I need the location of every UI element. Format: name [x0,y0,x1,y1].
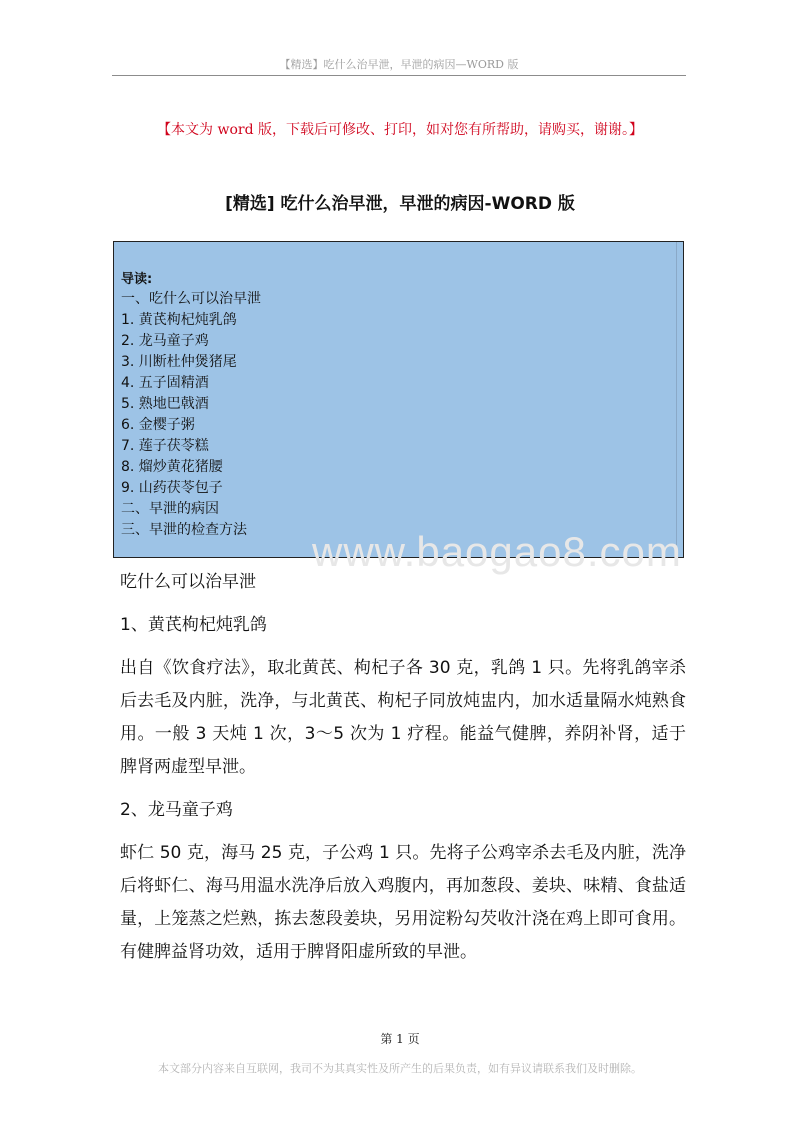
reading-guide-heading: 导读: [121,272,153,287]
box-inner-border [676,242,677,557]
reading-guide-box [113,241,684,558]
toc-item: 4. 五子固精酒 [121,375,209,391]
toc-item: 1. 黄芪枸杞炖乳鸽 [121,312,237,328]
toc-item: 8. 熘炒黄花猪腰 [121,459,223,475]
toc-item: 二、早泄的病因 [121,501,219,517]
item-paragraph: 出自《饮食疗法》，取北黄芪、枸杞子各 30 克，乳鸽 1 只。先将乳鸽宰杀后去毛及内脏，洗净，与北黄芪、枸杞子同放炖盅内，加水适量隔水炖熟食用。一般 3 天炖 1 次，3～5 次为 1 疗程。能益气健脾，养阴补肾，适于脾肾两虚型早泄。 [120,658,686,777]
toc-item: 三、早泄的检查方法 [121,522,247,538]
article-body [120,566,686,979]
item-heading: 2、龙马童子鸡 [120,800,233,820]
toc-item: 3. 川断杜仲煲猪尾 [121,354,237,370]
toc-item: 6. 金樱子粥 [121,417,195,433]
toc-item: 一、吃什么可以治早泄 [121,291,261,307]
item-heading: 1、黄芪枸杞炖乳鸽 [120,615,267,635]
section-heading: 吃什么可以治早泄 [120,572,256,592]
toc-item: 2. 龙马童子鸡 [121,333,209,349]
reading-guide-list [121,289,261,541]
toc-item: 9. 山药茯苓包子 [121,480,223,496]
header-divider [112,75,686,76]
toc-item: 5. 熟地巴戟酒 [121,396,209,412]
download-notice: 【本文为 word 版，下载后可修改、打印，如对您有所帮助，请购买，谢谢。】 [157,122,643,138]
page-header: 【精选】吃什么治早泄，早泄的病因—WORD 版 [279,58,519,71]
document-title: [精选] 吃什么治早泄，早泄的病因-WORD 版 [225,194,575,214]
page-number: 第 1 页 [380,1032,420,1046]
item-paragraph: 虾仁 50 克，海马 25 克，子公鸡 1 只。先将子公鸡宰杀去毛及内脏，洗净后将虾仁、海马用温水洗净后放入鸡腹内，再加葱段、姜块、味精、食盐适量，上笼蒸之烂熟，拣去葱段姜块，另用淀粉勾芡收汁浇在鸡上即可食用。有健脾益肾功效，适用于脾肾阳虚所致的早泄。 [120,843,686,962]
site-watermark: www.baogao8.com [312,528,682,575]
toc-item: 7. 莲子茯苓糕 [121,438,209,454]
disclaimer-footer: 本文部分内容来自互联网，我司不为其真实性及所产生的后果负责，如有异议请联系我们及时删除。 [158,1062,642,1075]
